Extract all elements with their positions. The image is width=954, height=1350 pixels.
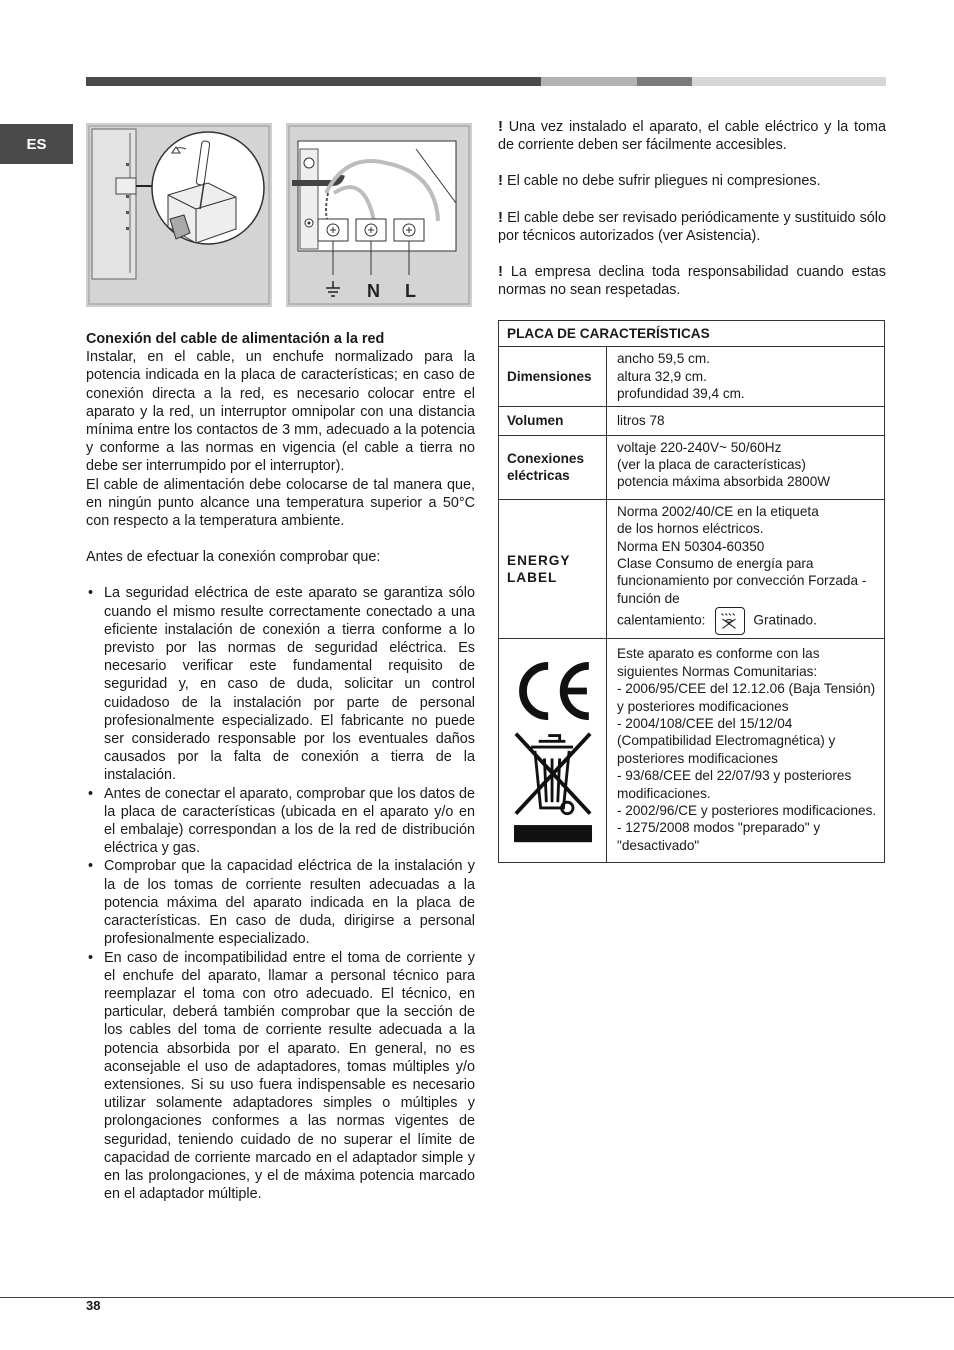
- row-value: Norma 2002/40/CE en la etiqueta de los hornos eléctricos. Norma EN 50304-60350 Clase Consumo de energía para funcionamiento por convección Forzada - función de calentamiento: Gratinado.: [607, 499, 885, 638]
- row-label: Conexiones eléctricas: [499, 435, 607, 499]
- conformity-text: Este aparato es conforme con las siguientes Normas Comunitarias: - 2006/95/CEE del 12.12.06 (Baja Tensión) y posteriores modificaciones - 2004/108/CEE del 15/12/04 (Compatibilidad Electromagnética) y posteriores modificaciones - 93/68/CEE del 22/07/93 y posteriores modificaciones. - 2002/96/CE y posteriores modificaciones. - 1275/2008 modos "preparado" y "desactivado": [607, 639, 885, 863]
- table-row: [499, 435, 885, 499]
- neutral-label: N: [367, 281, 380, 301]
- paragraph: Instalar, en el cable, un enchufe normalizado para la potencia indicada en la placa de características; en caso de conexión directa a la red, es necesario colocar entre el aparato y la red, un interruptor omnipolar con una distancia mínima entre los contactos de 3 mm, adecuado a la potencia y conforme a las normas en vigencia (el cable a tierra no debe ser interrumpido por el interruptor).: [86, 349, 475, 475]
- ce-mark-icon: [509, 660, 597, 722]
- list-item: • Antes de conectar el aparato, comprobar que los datos de la placa de características (ubicada en el aparato y/o en el embalaje) correspondan a los de la red de distribución eléctrica y gas.: [86, 785, 475, 858]
- list-item: • En caso de incompatibilidad entre el toma de corriente y el enchufe del aparato, llamar a personal técnico para reemplazar el toma con otro adecuado. El técnico, en particular, deberá también comprobar que la sección de los cables del toma de corriente resulte adecuada a la potencia absorbida por el aparato. En general, no es aconsejable el uso de adaptadores, tomas múltiples y/o extensiones. Si su uso fuera indispensable es necesario utilizar solamente adaptadores simples o múltiples y prolongaciones conformes a las normas vigentes de seguridad, teniendo cuidado de no superar el límite de capacidad de corriente marcado en el adaptador simple y en las prolongaciones, y el de máxima potencia marcado en el adaptador múltiple.: [86, 949, 475, 1204]
- row-label: ENERGY LABEL: [499, 499, 607, 638]
- gratin-function-icon: [715, 607, 745, 635]
- table-title: PLACA DE CARACTERÍSTICAS: [499, 321, 885, 347]
- footer-divider: [0, 1297, 954, 1298]
- left-text-column: [86, 330, 475, 1203]
- row-label: Dimensiones: [499, 347, 607, 406]
- table-row: [499, 639, 885, 863]
- list-item: • Comprobar que la capacidad eléctrica de la instalación y la de los tomas de corriente resulten adecuadas a la potencia máxima del aparato indicada en la placa de características. En caso de duda, dirigirse a personal profesionalmente especializado.: [86, 857, 475, 948]
- row-label: Volumen: [499, 406, 607, 435]
- table-row: [499, 499, 885, 638]
- list-item: • La seguridad eléctrica de este aparato se garantiza sólo cuando el mismo resulte correctamente conectado a una eficiente instalación de conexión a tierra conforme a lo previsto por las normas de seguridad eléctrica. Es necesario verificar este fundamental requisito de seguridad y, en caso de duda, solicitar un control cuidadoso de la instalación por parte de personal profesionalmente especializado. El fabricante no puede ser considerado responsable por los eventuales daños causados por la falta de conexión a tierra de la instalación.: [86, 584, 475, 784]
- warning-item: ! El cable no debe sufrir pliegues ni compresiones.: [498, 172, 821, 190]
- section-heading: Conexión del cable de alimentación a la red: [86, 331, 385, 347]
- header-color-bar: [86, 77, 886, 86]
- terminal-block-wiring-diagram: [286, 123, 472, 307]
- terminal-cover-illustration: [86, 123, 272, 307]
- page-number: 38: [86, 1298, 101, 1313]
- row-value: voltaje 220-240V~ 50/60Hz (ver la placa de características) potencia máxima absorbida 2800W: [607, 435, 885, 499]
- warnings-column: [498, 118, 886, 317]
- live-label: L: [405, 281, 416, 301]
- specs-table: [498, 320, 885, 863]
- conformity-logos: [499, 639, 607, 863]
- language-tab: ES: [0, 124, 73, 164]
- paragraph: El cable de alimentación debe colocarse de tal manera que, en ningún punto alcance una temperatura superior a 50°C con respecto a la temperatura ambiente.: [86, 476, 475, 530]
- warning-item: ! Una vez instalado el aparato, el cable eléctrico y la toma de corriente deben ser fácilmente accesibles.: [498, 118, 886, 154]
- table-row: [499, 406, 885, 435]
- paragraph: Antes de efectuar la conexión comprobar que:: [86, 549, 381, 566]
- warning-item: ! El cable debe ser revisado periódicamente y sustituido sólo por técnicos autorizados (ver Asistencia).: [498, 208, 886, 244]
- row-value: ancho 59,5 cm. altura 32,9 cm. profundidad 39,4 cm.: [607, 347, 885, 406]
- warning-item: ! La empresa declina toda responsabilidad cuando estas normas no sean respetadas.: [498, 263, 886, 299]
- table-row: [499, 347, 885, 406]
- row-value: litros 78: [607, 406, 885, 435]
- weee-crossed-bin-icon: [510, 728, 596, 846]
- bullet-list: [86, 584, 475, 1203]
